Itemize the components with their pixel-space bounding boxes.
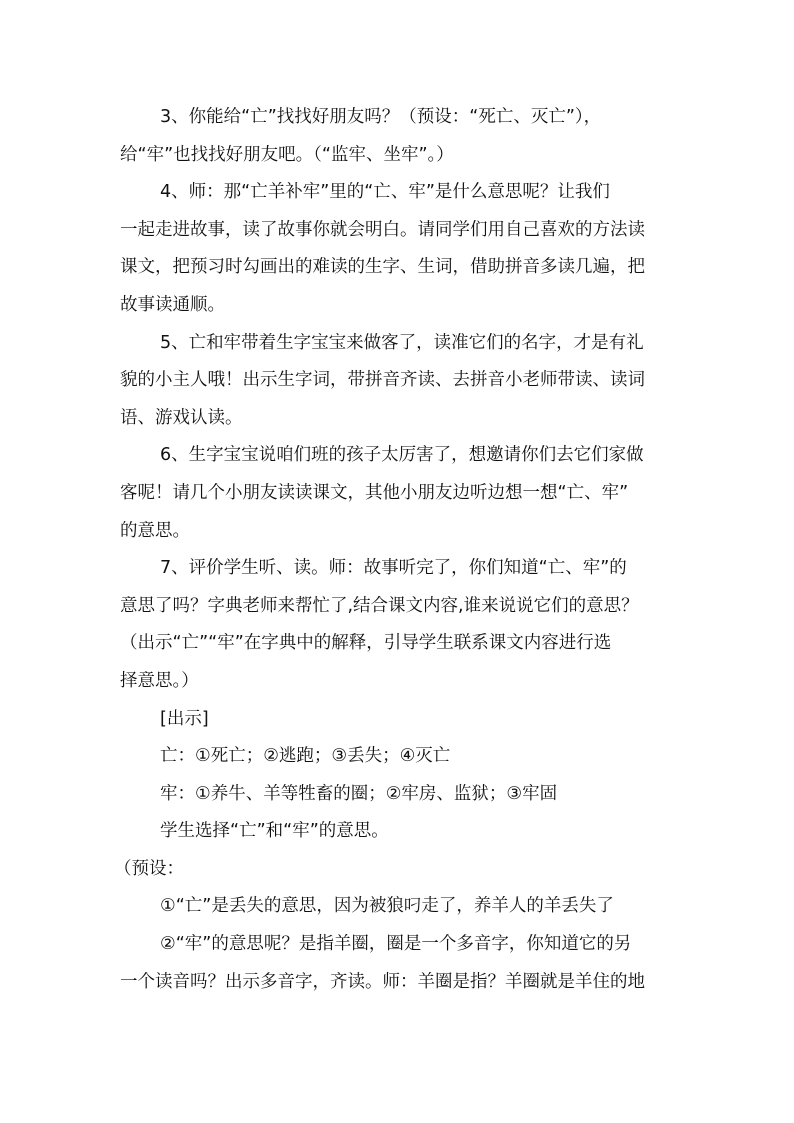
paragraph-line: 意思了吗？字典老师来帮忙了,结合课文内容,谁来说说它们的意思？ [120, 595, 639, 616]
answer-line: 一个读音吗？出示多音字，齐读。师：羊圈是指？羊圈就是羊住的地 [120, 971, 645, 992]
choose-instruction-text: 学生选择“亡”和“牢”的意思。 [160, 821, 389, 842]
paragraph-7 [120, 550, 684, 700]
paragraph-line: 貌的小主人哦！出示生字词，带拼音齐读、去拼音小老师带读、读词 [120, 370, 645, 391]
paragraph-line: 4、师：那“亡羊补牢”里的“亡、牢”是什么意思呢？让我们 [160, 182, 610, 203]
paragraph-line: 语、游戏认读。 [120, 407, 243, 428]
answer-1 [120, 888, 684, 926]
paragraph-line: 7、评价学生听、读。师：故事听完了，你们知道“亡、牢”的 [160, 558, 627, 579]
show-label-text: [出示] [160, 708, 209, 729]
paragraph-line: 给“牢”也找找好朋友吧。（“监牢、坐牢”。） [120, 144, 454, 165]
preset-label-text: （预设： [114, 858, 184, 879]
paragraph-line: 一起走进故事，读了故事你就会明白。请同学们用自己喜欢的方法读 [120, 219, 645, 240]
paragraph-line: 的意思。 [120, 520, 190, 541]
paragraph-line: 5、亡和牢带着生字宝宝来做客了，读准它们的名字，才是有礼 [160, 332, 644, 353]
definition-wang: 亡：①死亡；②逃跑；③丢失；④灭亡 [160, 746, 451, 767]
paragraph-line: 故事读通顺。 [120, 294, 225, 315]
paragraph-line: 6、生字宝宝说咱们班的孩子太厉害了，想邀请你们去它们家做 [160, 445, 644, 466]
answer-2 [120, 926, 684, 1001]
paragraph-line: 3、你能给“亡”找找好朋友吗？（预设：“死亡、灭亡”）， [160, 107, 602, 127]
paragraph-4 [120, 174, 684, 324]
definition-list [120, 738, 684, 813]
paragraph-5 [120, 325, 684, 438]
choose-instruction [120, 813, 684, 851]
paragraph-3 [120, 99, 684, 174]
paragraph-line: （出示“亡”“牢”在字典中的解释，引导学生联系课文内容进行选 [120, 633, 612, 654]
paragraph-line: 择意思。） [120, 670, 199, 691]
preset-label [114, 851, 684, 889]
paragraph-line: 课文，把预习时勾画出的难读的生字、生词，借助拼音多读几遍，把 [120, 257, 645, 278]
answer-line: ①“亡”是丢失的意思，因为被狼叼走了，养羊人的羊丢失了 [160, 896, 614, 917]
answer-line: ②“牢”的意思呢？是指羊圈，圈是一个多音字，你知道它的另 [160, 934, 632, 955]
definition-lao: 牢：①养牛、羊等牲畜的圈；②牢房、监狱；③牢固 [160, 783, 558, 804]
paragraph-line: 客呢！请几个小朋友读读课文，其他小朋友边听边想一想“亡、牢” [120, 482, 629, 503]
paragraph-6 [120, 437, 684, 550]
show-label [120, 701, 684, 739]
